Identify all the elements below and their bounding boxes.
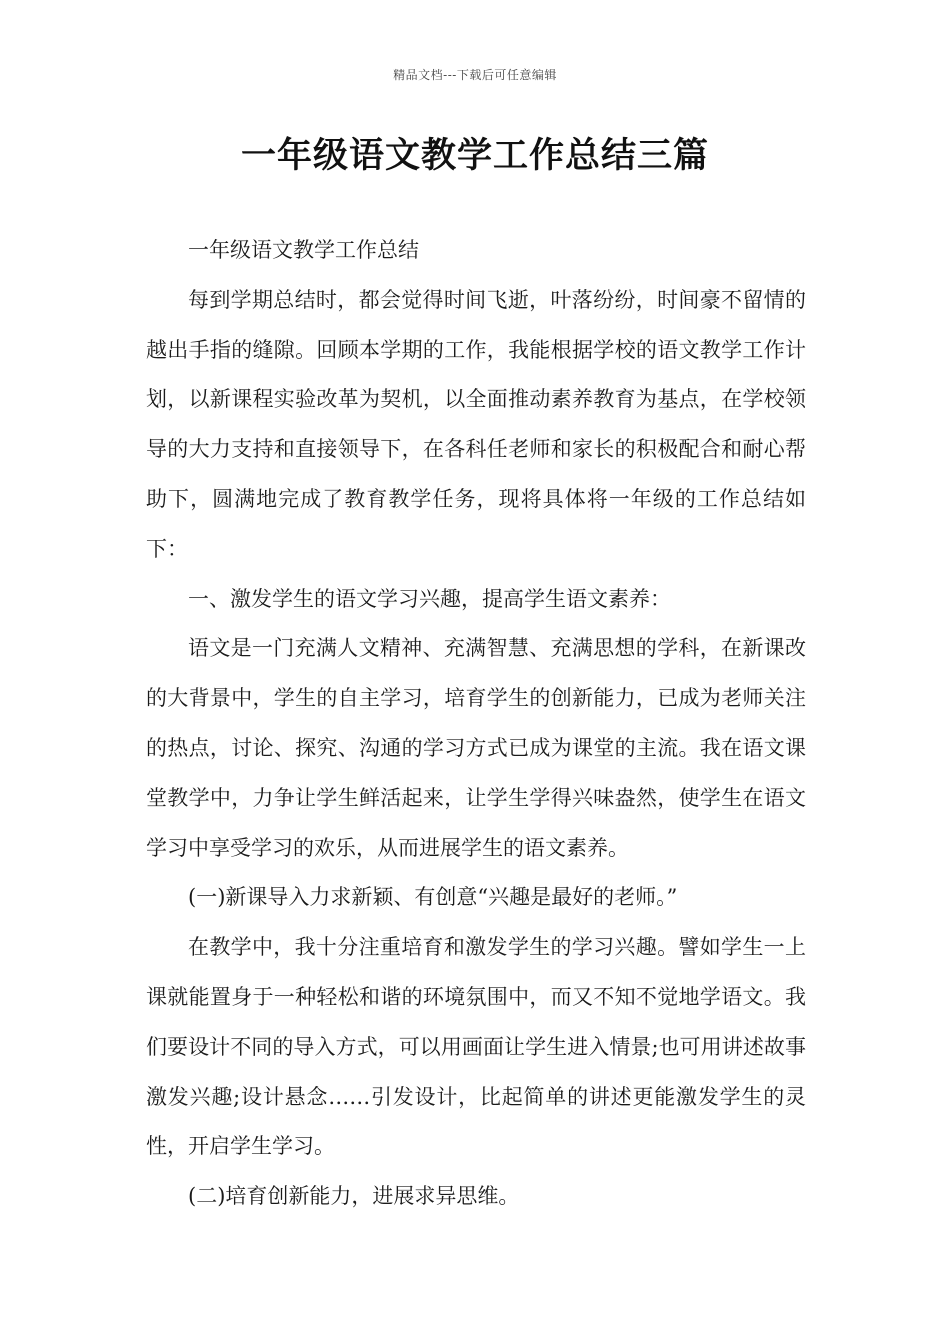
page-header-watermark: 精品文档---下载后可任意编辑 <box>393 68 557 82</box>
document-body <box>146 226 806 1222</box>
paragraph-intro: 每到学期总结时，都会觉得时间飞逝，叶落纷纷，时间豪不留情的越出手指的缝隙。回顾本学期的工作，我能根据学校的语文教学工作计划，以新课程实验改革为契机，以全面推动素养教育为基点，在学校领导的大力支持和直接领导下，在各科任老师和家长的积极配合和耐心帮助下，圆满地完成了教育教学任务，现将具体将一年级的工作总结如下： <box>146 287 806 561</box>
subsection-heading-2: (二)培育创新能力，进展求异思维。 <box>188 1184 520 1209</box>
document-title: 一年级语文教学工作总结三篇 <box>240 136 709 176</box>
subsection-heading-1: (一)新课导入力求新颖、有创意“兴趣是最好的老师。” <box>188 885 678 910</box>
paragraph-body: 语文是一门充满人文精神、充满智慧、充满思想的学科，在新课改的大背景中，学生的自主学习，培育学生的创新能力，已成为老师关注的热点，讨论、探究、沟通的学习方式已成为课堂的主流。我在语文课堂教学中，力争让学生鲜活起来，让学生学得兴味盎然，使学生在语文学习中享受学习的欢乐，从而进展学生的语文素养。 <box>146 636 806 860</box>
section-heading: 一年级语文教学工作总结 <box>188 238 419 262</box>
paragraph-body: 在教学中，我十分注重培育和激发学生的学习兴趣。譬如学生一上课就能置身于一种轻松和谐的环境氛围中，而又不知不觉地学语文。我们要设计不同的导入方式，可以用画面让学生进入情景;也可用讲述故事激发兴趣;设计悬念……引发设计，比起简单的讲述更能激发学生的灵性，开启学生学习。 <box>146 935 806 1159</box>
section-heading-1: 一、激发学生的语文学习兴趣，提高学生语文素养： <box>188 586 671 611</box>
